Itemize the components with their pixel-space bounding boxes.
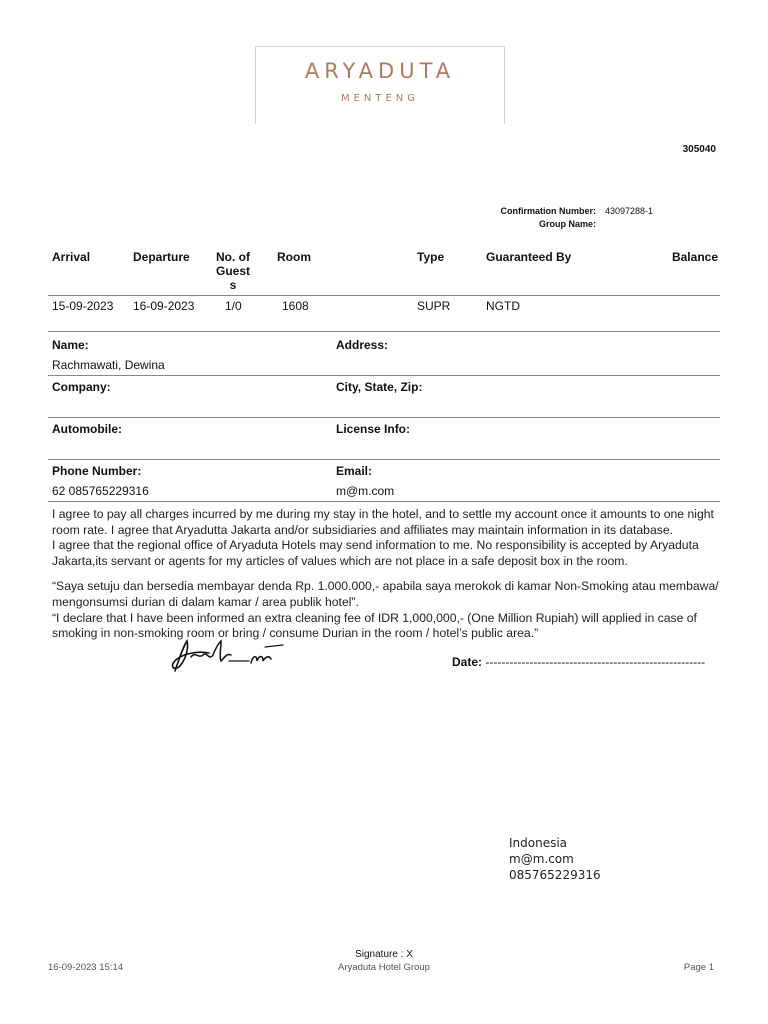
date-line: ------------------------------------------------------- [485, 655, 706, 669]
phone-number-label: Phone Number: [52, 464, 142, 478]
row-guests: 1/0 [225, 299, 242, 313]
row-guaranteed-by: NGTD [486, 299, 520, 313]
divider [48, 375, 720, 376]
name-label: Name: [52, 338, 89, 352]
email-label: Email: [336, 464, 373, 478]
terms-paragraph-1: I agree to pay all charges incurred by me during my stay in the hotel, and to settle my account once it amounts to one night room rate. I agree that Aryadutta Jakarta and/or subsidiaries and affiliates may maintain information in its database. [52, 507, 714, 537]
terms-paragraph-2: I agree that the regional office of Aryaduta Hotels may send information to me. No responsibility is accepted by Aryaduta Jakarta,its servant or agents for my articles of values which are not place in a safe deposit box in the room. [52, 538, 699, 568]
row-type: SUPR [417, 299, 451, 313]
logo-subtitle: MENTENG [340, 93, 420, 104]
license-info-label: License Info: [336, 422, 411, 436]
terms-and-conditions [52, 507, 732, 642]
contact-phone: 085765229316 [509, 868, 601, 882]
hotel-logo [255, 46, 505, 124]
header-departure: Departure [133, 250, 190, 264]
folio-number: 305040 [682, 144, 716, 155]
header-arrival: Arrival [52, 250, 91, 264]
company-label: Company: [52, 380, 111, 394]
email-value: m@m.com [336, 484, 395, 498]
header-guests-line3: s [229, 278, 237, 292]
confirmation-number-label: Confirmation Number: [500, 206, 596, 216]
row-room: 1608 [282, 299, 309, 313]
date-field [452, 655, 705, 669]
header-guests [215, 250, 251, 292]
divider [48, 501, 720, 502]
city-state-zip-label: City, State, Zip: [336, 380, 423, 394]
header-guaranteed-by: Guaranteed By [486, 250, 572, 264]
group-name-label: Group Name: [538, 219, 596, 229]
divider [48, 331, 720, 332]
divider [48, 295, 720, 296]
terms-paragraph-4: “I declare that I have been informed an extra cleaning fee of IDR 1,000,000,- (One Million Rupiah) will applied in case of smoking in non-smoking room or bring / consume Durian in the room / hotel’s public area.” [52, 610, 697, 641]
footer-page-number: Page 1 [683, 962, 714, 973]
automobile-label: Automobile: [52, 422, 122, 436]
date-label: Date: [452, 655, 483, 669]
footer-datetime: 16-09-2023 15:14 [48, 962, 124, 973]
row-departure: 16-09-2023 [133, 299, 195, 313]
confirmation-number-value: 43097288-1 [605, 206, 654, 216]
row-arrival: 15-09-2023 [52, 299, 114, 313]
guest-signature [165, 635, 290, 677]
contact-email: m@m.com [509, 852, 574, 866]
header-room: Room [277, 250, 311, 264]
address-label: Address: [336, 338, 389, 352]
logo-brand: ARYADUTA [304, 59, 456, 83]
header-guests-line2: Guest [215, 264, 250, 278]
contact-country: Indonesia [509, 836, 568, 850]
divider [48, 417, 720, 418]
signature-line: Signature : X [355, 949, 413, 960]
phone-number-value: 62 085765229316 [52, 484, 149, 498]
header-type: Type [417, 250, 445, 264]
footer-company: Aryaduta Hotel Group [338, 962, 430, 973]
header-guests-line1: No. of [216, 250, 250, 264]
divider [48, 459, 720, 460]
header-balance: Balance [671, 250, 718, 264]
name-value: Rachmawati, Dewina [52, 358, 165, 372]
terms-paragraph-3: “Saya setuju dan bersedia membayar denda Rp. 1.000.000,- apabila saya merokok di kamar Non-Smoking atau membawa/ mengonsumsi durian di dalam kamar / area publik hotel”. [52, 579, 719, 609]
